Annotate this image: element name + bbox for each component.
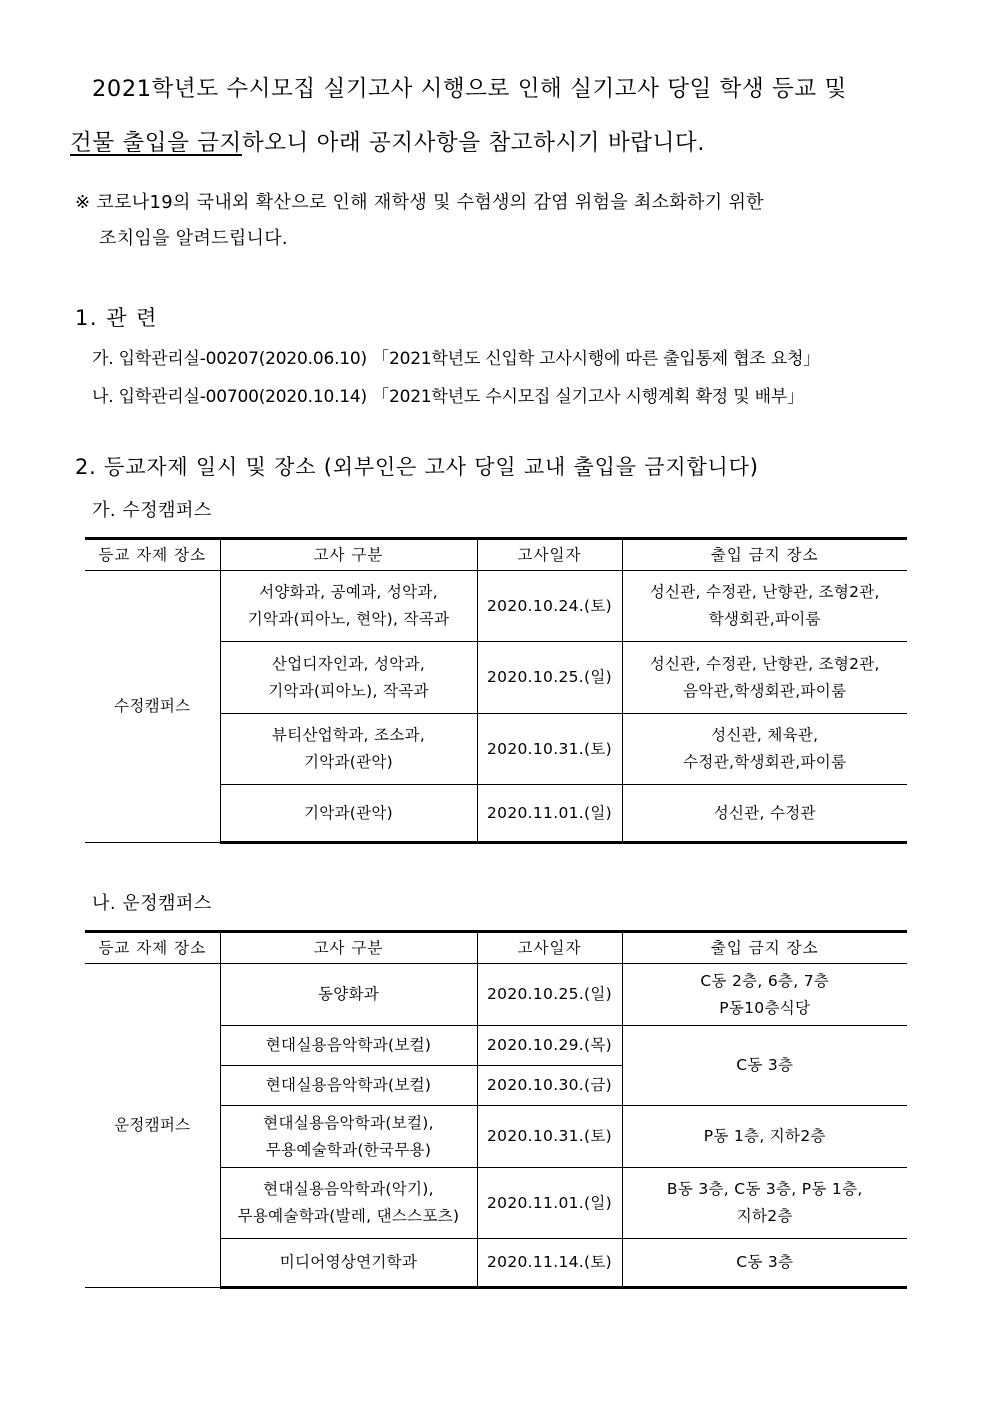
campus-cell: 운정캠퍼스 — [85, 964, 220, 1288]
date-cell: 2020.10.24.(토) — [477, 571, 622, 642]
intro-underlined-text: 건물 출입을 금지 — [70, 130, 242, 156]
date-cell: 2020.10.25.(일) — [477, 964, 622, 1026]
header-place: 등교 자제 장소 — [85, 539, 220, 571]
intro-paragraph — [70, 62, 910, 170]
date-cell: 2020.10.29.(목) — [477, 1026, 622, 1066]
dept-cell: 현대실용음악학과(보컬) — [220, 1026, 477, 1066]
header-dept: 고사 구분 — [220, 932, 477, 964]
dept-cell: 기악과(관악) — [220, 785, 477, 843]
restricted-cell: C동 3층 — [622, 1026, 907, 1106]
date-cell: 2020.10.31.(토) — [477, 1106, 622, 1168]
restricted-cell: B동 3층, C동 3층, P동 1층, 지하2층 — [622, 1168, 907, 1239]
intro-line-2 — [70, 116, 910, 170]
intro-line-2-rest: 하오니 아래 공지사항을 참고하시기 바랍니다. — [241, 130, 705, 156]
note-line-1: ※ 코로나19의 국내외 확산으로 인해 재학생 및 수험생의 감염 위험을 최소화하기 위한 — [75, 192, 764, 213]
reference-item: 가. 입학관리실-00207(2020.06.10) 「2021학년도 신입학 고사시행에 따른 출입통제 협조 요청」 — [92, 349, 821, 369]
restricted-cell: 성신관, 수정관, 난향관, 조형2관, 음악관,학생회관,파이룸 — [622, 642, 907, 714]
sujeong-campus-table — [85, 537, 907, 844]
restricted-cell: 성신관, 수정관, 난향관, 조형2관, 학생회관,파이룸 — [622, 571, 907, 642]
campus-b-subheading: 나. 운정캠퍼스 — [92, 893, 212, 914]
date-cell: 2020.11.01.(일) — [477, 1168, 622, 1239]
header-date: 고사일자 — [477, 539, 622, 571]
header-restricted: 출입 금지 장소 — [622, 539, 907, 571]
header-date: 고사일자 — [477, 932, 622, 964]
dept-cell: 미디어영상연기학과 — [220, 1239, 477, 1288]
dept-cell: 서양화과, 공예과, 성악과, 기악과(피아노, 현악), 작곡과 — [220, 571, 477, 642]
date-cell: 2020.11.01.(일) — [477, 785, 622, 843]
dept-cell: 현대실용음악학과(보컬) — [220, 1066, 477, 1106]
restricted-cell: C동 3층 — [622, 1239, 907, 1288]
header-dept: 고사 구분 — [220, 539, 477, 571]
dept-cell: 동양화과 — [220, 964, 477, 1026]
date-cell: 2020.11.14.(토) — [477, 1239, 622, 1288]
dept-cell: 산업디자인과, 성악과, 기악과(피아노), 작곡과 — [220, 642, 477, 714]
restricted-cell: P동 1층, 지하2층 — [622, 1106, 907, 1168]
section-1-heading: 1. 관 련 — [75, 306, 158, 330]
date-cell: 2020.10.30.(금) — [477, 1066, 622, 1106]
dept-cell: 현대실용음악학과(악기), 무용예술학과(발레, 댄스스포츠) — [220, 1168, 477, 1239]
intro-line-1: 2021학년도 수시모집 실기고사 시행으로 인해 실기고사 당일 학생 등교 및 — [92, 76, 847, 102]
section-2-heading: 2. 등교자제 일시 및 장소 (외부인은 고사 당일 교내 출입을 금지합니다) — [75, 455, 759, 479]
header-place: 등교 자제 장소 — [85, 932, 220, 964]
dept-cell: 뷰티산업학과, 조소과, 기악과(관악) — [220, 714, 477, 785]
header-restricted: 출입 금지 장소 — [622, 932, 907, 964]
date-cell: 2020.10.25.(일) — [477, 642, 622, 714]
date-cell: 2020.10.31.(토) — [477, 714, 622, 785]
restricted-cell: 성신관, 수정관 — [622, 785, 907, 843]
campus-a-subheading: 가. 수정캠퍼스 — [92, 500, 212, 521]
dept-cell: 현대실용음악학과(보컬), 무용예술학과(한국무용) — [220, 1106, 477, 1168]
campus-cell: 수정캠퍼스 — [85, 571, 220, 843]
note-line-2: 조치임을 알려드립니다. — [99, 228, 288, 249]
restricted-cell: 성신관, 체육관, 수정관,학생회관,파이룸 — [622, 714, 907, 785]
unjeong-campus-table — [85, 930, 907, 1289]
restricted-cell: C동 2층, 6층, 7층 P동10층식당 — [622, 964, 907, 1026]
reference-item: 나. 입학관리실-00700(2020.10.14) 「2021학년도 수시모집 실기고사 시행계획 확정 및 배부」 — [92, 387, 804, 407]
covid-note — [75, 185, 905, 257]
